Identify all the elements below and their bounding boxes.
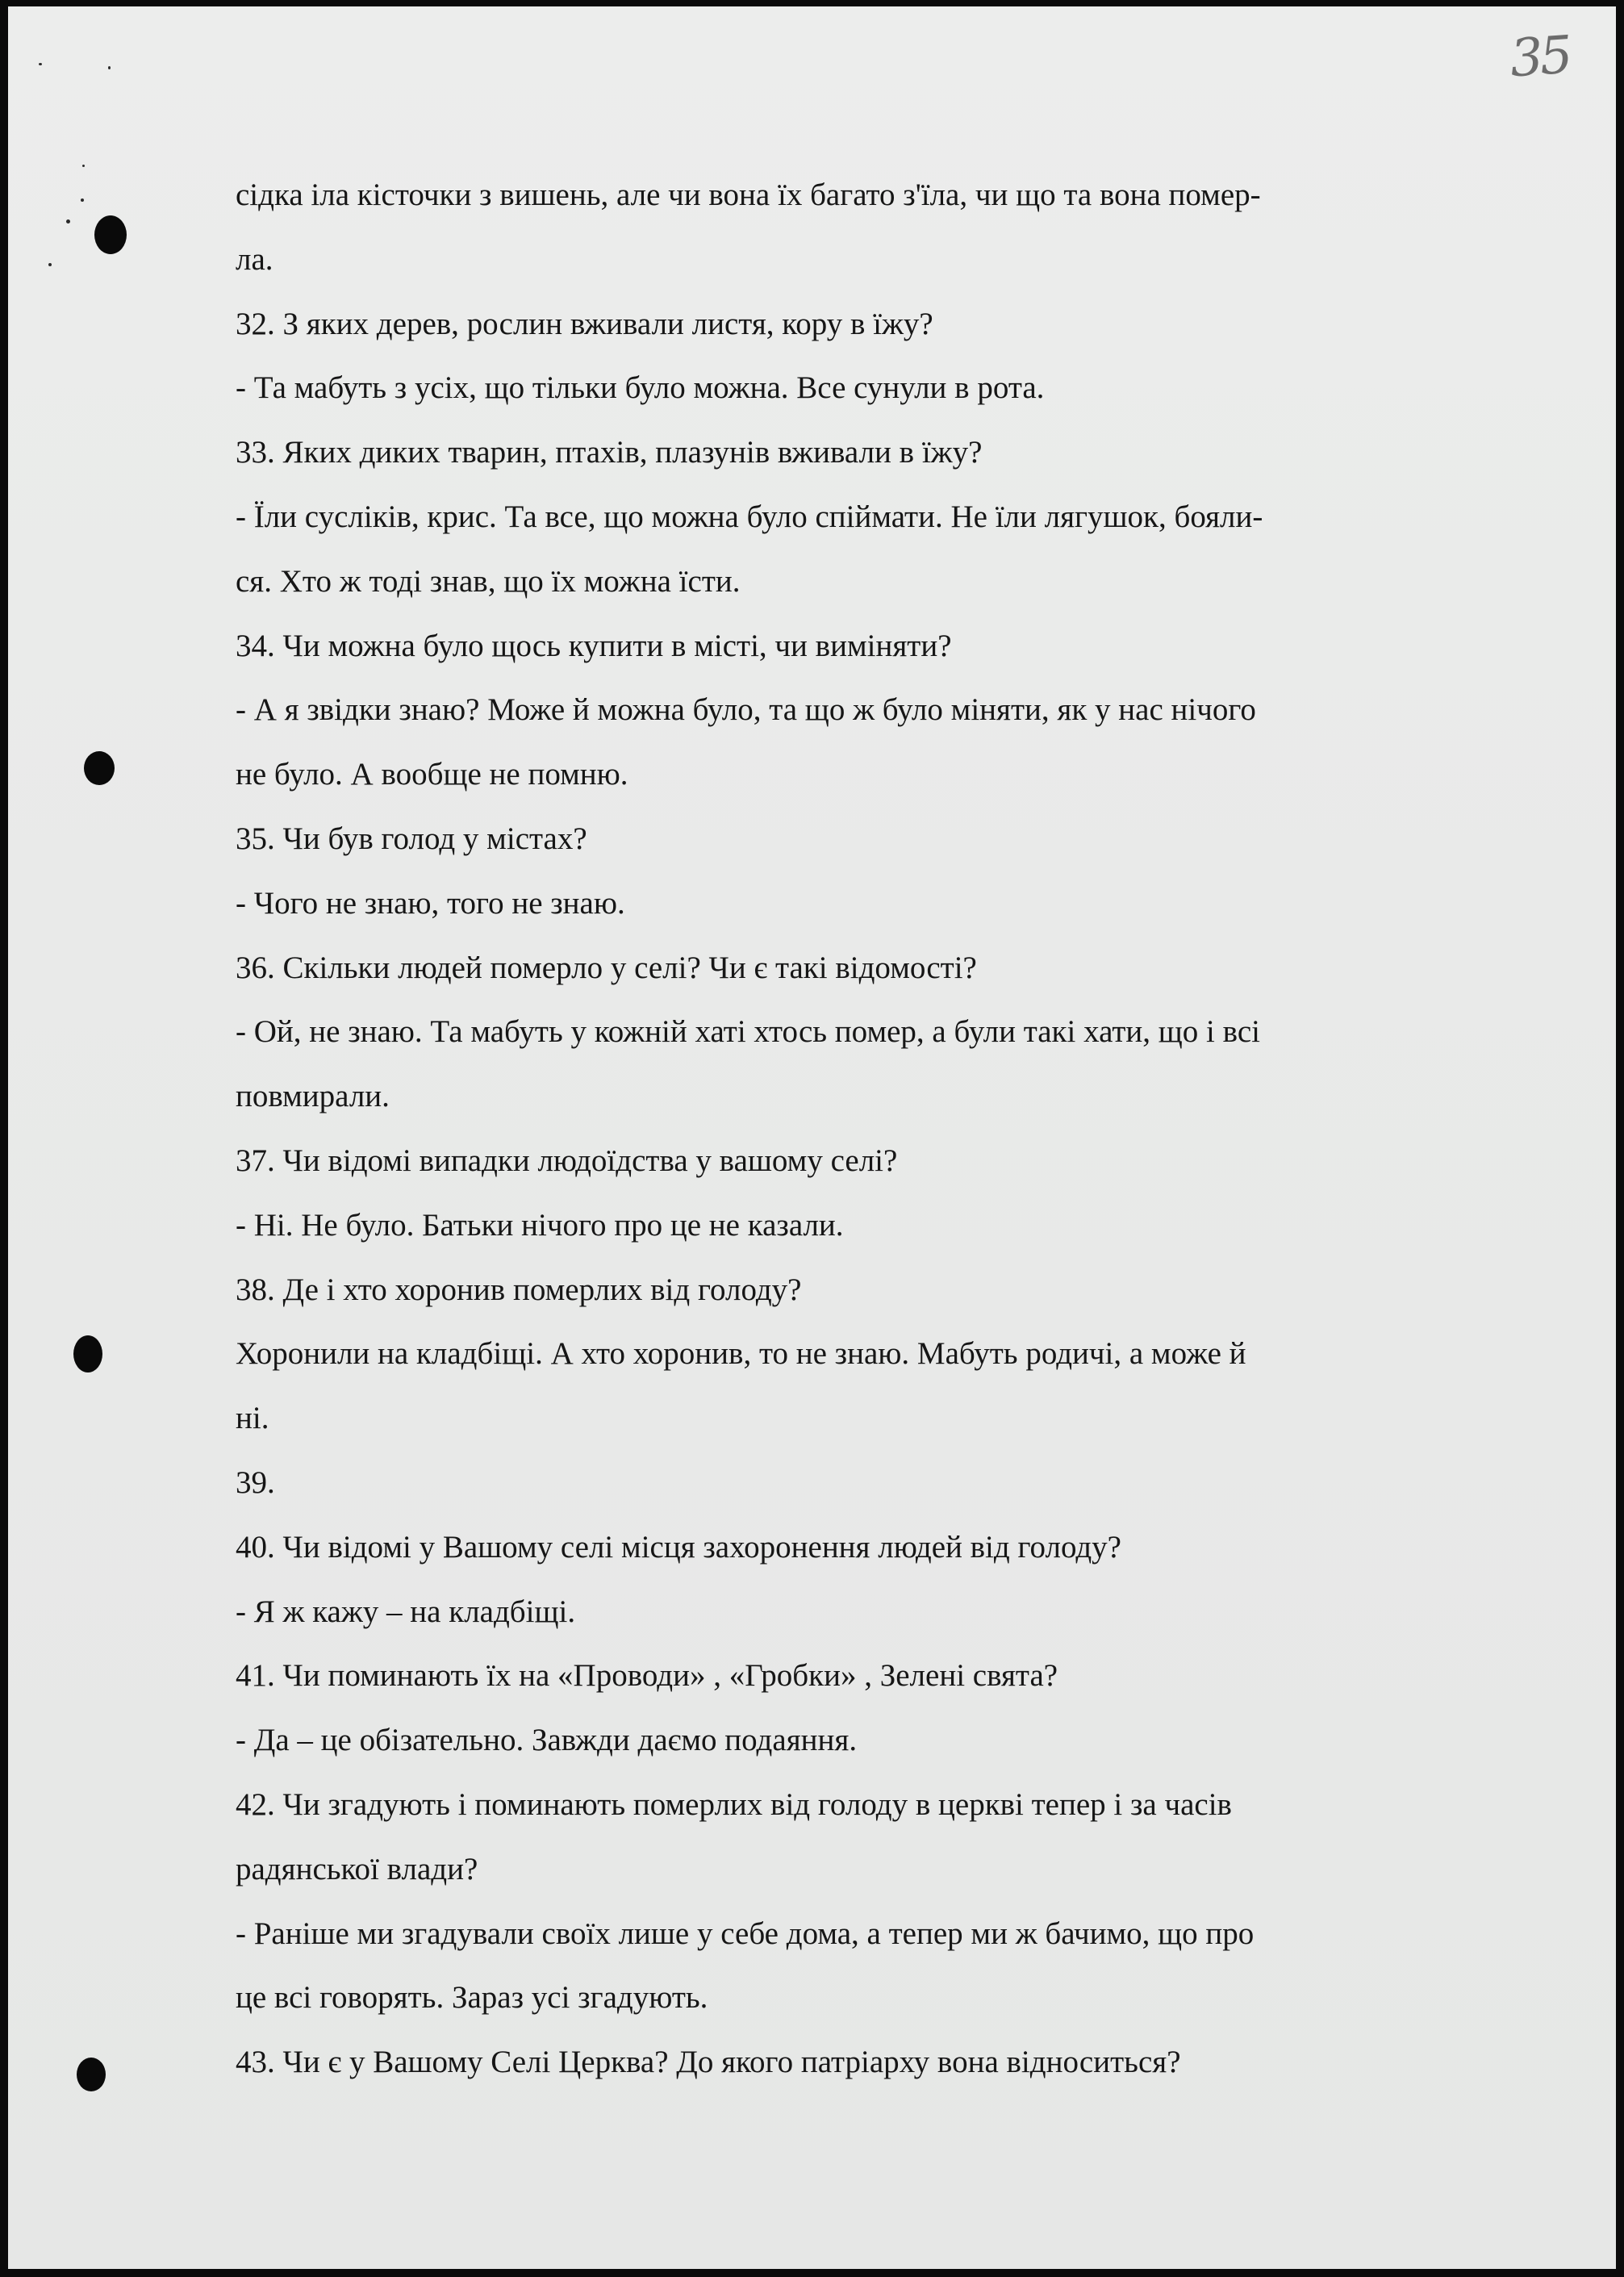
paper-speck: [81, 198, 84, 202]
punch-hole: [94, 215, 127, 254]
question-40: 40. Чи відомі у Вашому селі місця захоронення людей від голоду?: [236, 1529, 1121, 1565]
punch-hole: [84, 751, 115, 785]
answer-32: - Та мабуть з усіх, що тільки було можна. Все сунули в рота.: [236, 370, 1045, 406]
paper-speck: [48, 263, 52, 266]
answer-35: - Чого не знаю, того не знаю.: [236, 885, 625, 921]
question-39: 39.: [236, 1464, 275, 1500]
question-36: 36. Скільки людей померло у селі? Чи є такі відомості?: [236, 950, 977, 985]
question-34: 34. Чи можна було щось купити в місті, чи виміняти?: [236, 628, 952, 663]
paper-speck: [66, 219, 70, 224]
answer-36: - Ой, не знаю. Та мабуть у кожній хаті хтось помер, а були такі хати, що і всі: [236, 1014, 1260, 1050]
punch-hole: [77, 2058, 106, 2091]
paper-speck: [82, 165, 85, 167]
interview-text: [236, 163, 1494, 2095]
answer-41: - Да – це обізательно. Завжди даємо подаяння.: [236, 1723, 858, 1758]
question-41: 41. Чи поминають їх на «Проводи» , «Гробки» , Зелені свята?: [236, 1658, 1058, 1694]
question-32: 32. З яких дерев, рослин вживали листя, кору в їжу?: [236, 306, 933, 341]
answer-42: - Раніше ми згадували своїх лише у себе дома, а тепер ми ж бачимо, що про: [236, 1916, 1255, 1951]
handwritten-page-number: 35: [1508, 25, 1572, 90]
answer-34: - А я звідки знаю? Може й можна було, та що ж було міняти, як у нас нічого: [236, 692, 1256, 728]
text-line: сідка іла кісточки з вишень, але чи вона їх багато з'їла, чи що та вона помер-: [236, 178, 1261, 212]
question-43: 43. Чи є у Вашому Селі Церква? До якого патріарху вона відноситься?: [236, 2045, 1181, 2080]
text-line: ла.: [236, 241, 273, 277]
question-33: 33. Яких диких тварин, птахів, плазунів вживали в їжу?: [236, 435, 983, 470]
question-37: 37. Чи відомі випадки людоїдства у вашому селі?: [236, 1143, 898, 1178]
answer-37: - Ні. Не було. Батьки нічого про це не казали.: [236, 1207, 844, 1243]
question-42: 42. Чи згадують і поминають померлих від голоду в церкві тепер і за часів: [236, 1786, 1232, 1822]
answer-40: - Я ж кажу – на кладбіщі.: [236, 1594, 576, 1629]
question-35: 35. Чи був голод у містах?: [236, 821, 587, 856]
answer-33: - Їли сусліків, крис. Та все, що можна було спіймати. Не їли лягушок, бояли-: [236, 499, 1263, 534]
paper-speck: [108, 66, 111, 69]
answer-34-cont: не було. А вообще не помню.: [236, 757, 628, 792]
document-page: [8, 6, 1616, 2269]
question-42-cont: радянської влади?: [236, 1851, 478, 1886]
punch-hole: [73, 1335, 102, 1372]
question-38: 38. Де і хто хоронив померлих від голоду?: [236, 1272, 802, 1307]
answer-38-cont: ні.: [236, 1401, 269, 1436]
answer-42-cont: це всі говорять. Зараз усі згадують.: [236, 1980, 708, 2016]
paper-speck: [39, 63, 42, 65]
answer-36-cont: повмирали.: [236, 1079, 390, 1114]
answer-33-cont: ся. Хто ж тоді знав, що їх можна їсти.: [236, 563, 741, 599]
answer-38: Хоронили на кладбіщі. А хто хоронив, то не знаю. Мабуть родичі, а може й: [236, 1336, 1246, 1372]
